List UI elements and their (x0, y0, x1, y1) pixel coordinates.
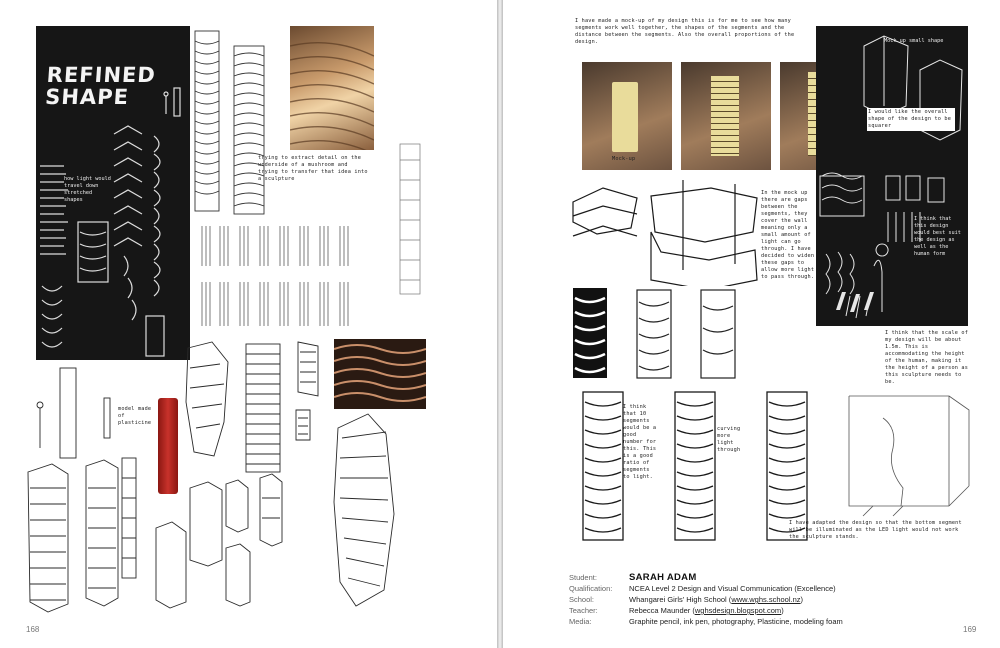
school-label: School: (569, 595, 595, 604)
scale-note: I think that the scale of my design will be about 1.5m. This is accommodating the height of the human, making it the height of a person as this sculpture needs to be. (885, 330, 969, 385)
chalk-sketches (36, 26, 190, 360)
mockup-small-note: Mock up small shape (884, 38, 944, 44)
qualification-label: Qualification: (569, 584, 613, 593)
school-value (629, 594, 803, 605)
red-plasticine-model (158, 398, 178, 494)
segments-note: I think that 10 segments would be a good number for this. This is a good ratio of segments to light. (623, 404, 657, 480)
credits-block (569, 572, 989, 627)
mockup-photo-2 (681, 62, 771, 170)
model-note: model made of plasticine (118, 406, 152, 426)
mockup-sketch-panel (816, 26, 968, 326)
mockup-intro-note: I have made a mock-up of my design this is for me to see how many segments work well together, the shapes of the segments and the distance between the segments. Also the overall proportions of the design. (575, 18, 795, 45)
gaps-note: In the mock up there are gaps between the segments, they cover the wall meaning only a small amount of light can go through. I have decided to widen these gaps to allow more light to pass through. (761, 190, 815, 280)
refined-shape-title: REFINED SHAPE (44, 63, 157, 109)
overall-shape-note: I would like the overall shape of the design to be squarer (867, 108, 955, 131)
curving-note: curving more light through (717, 426, 741, 453)
light-stripes-note: how light would travel down stretched shapes (64, 176, 111, 203)
teacher-link[interactable]: wghsdesign.blogspot.com (694, 606, 782, 615)
teacher-name: Rebecca Maunder ( (629, 606, 695, 615)
student-name: SARAH ADAM (629, 572, 697, 583)
media-label: Media: (569, 617, 592, 626)
room-perspective-sketch (843, 388, 973, 518)
right-page (503, 0, 1000, 648)
refined-shape-panel (36, 26, 190, 360)
hatched-column-rows (196, 222, 366, 332)
mushroom-gill-photo (290, 26, 374, 150)
school-name: Whangarei Girls' High School ( (629, 595, 732, 604)
teacher-value (629, 605, 784, 616)
striped-column-sketches (190, 26, 300, 216)
tall-column-sketch (396, 140, 426, 300)
left-page (0, 0, 497, 648)
inspiration-note: trying to extract detail on the underside of a mushroom and trying to transfer that idea into a sculpture (258, 155, 368, 182)
best-suit-note: I think that this design would best suit the design as well as the human form (914, 216, 961, 257)
school-close: ) (800, 595, 804, 604)
school-link[interactable]: www.wghs.school.nz (731, 595, 801, 604)
wavy-column-row-1 (569, 284, 749, 384)
mockup-photo-label: Mock-up (612, 156, 636, 162)
left-page-number: 168 (26, 625, 40, 634)
media-value: Graphite pencil, ink pen, photography, Plasticine, modeling foam (629, 617, 843, 626)
mockup-photo-1 (582, 62, 672, 170)
right-page-number: 169 (963, 625, 977, 634)
sculpture-form-sketches (20, 338, 450, 618)
panel-chalk-sketches (816, 26, 968, 326)
teacher-label: Teacher: (569, 606, 598, 615)
adapted-note: I have adapted the design so that the bottom segment will be illuminated as the LED light would not work the sculpture stands. (789, 520, 962, 540)
student-label: Student: (569, 573, 597, 582)
qualification-value: NCEA Level 2 Design and Visual Communication (Excellence) (629, 584, 836, 593)
teacher-close: ) (781, 606, 784, 615)
